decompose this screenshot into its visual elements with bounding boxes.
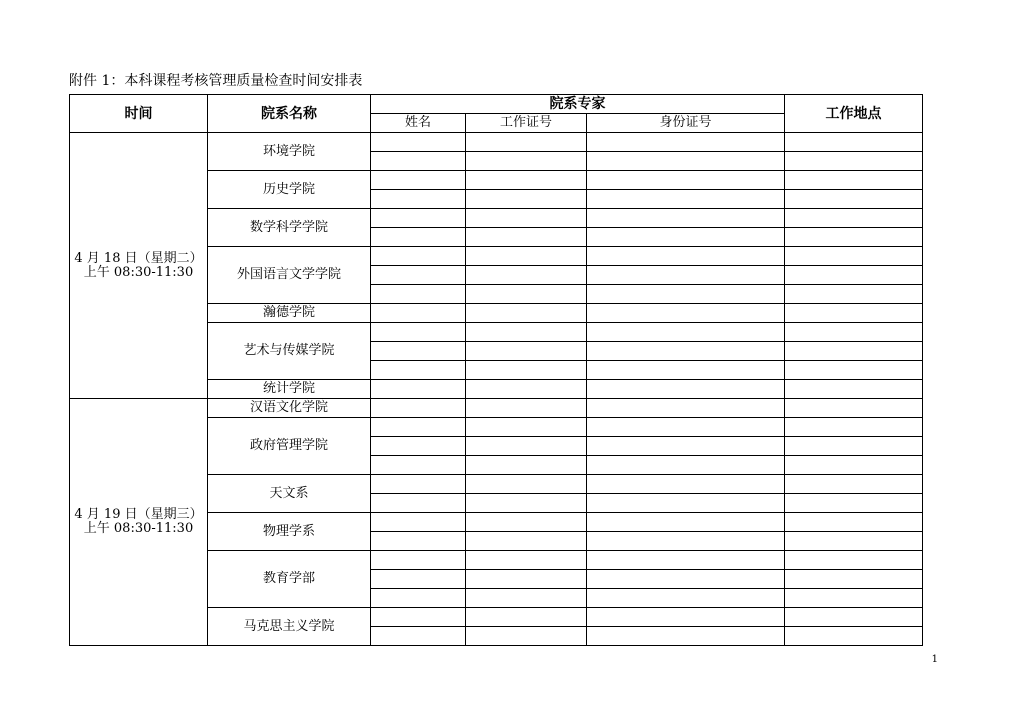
id-number-cell[interactable] <box>587 418 785 437</box>
location-cell[interactable] <box>785 380 923 399</box>
header-work-id: 工作证号 <box>466 114 587 133</box>
work-id-cell[interactable] <box>466 399 587 418</box>
department-name: 汉语文化学院 <box>208 399 371 418</box>
work-id-cell[interactable] <box>466 475 587 494</box>
work-id-cell[interactable] <box>466 513 587 532</box>
work-id-cell[interactable] <box>466 380 587 399</box>
department-name: 统计学院 <box>208 380 371 399</box>
location-cell[interactable] <box>785 608 923 627</box>
name-cell[interactable] <box>371 608 466 627</box>
work-id-cell[interactable] <box>466 152 587 171</box>
location-cell[interactable] <box>785 456 923 475</box>
location-cell[interactable] <box>785 589 923 608</box>
department-name: 艺术与传媒学院 <box>208 323 371 380</box>
name-cell[interactable] <box>371 266 466 285</box>
id-number-cell[interactable] <box>587 209 785 228</box>
work-id-cell[interactable] <box>466 285 587 304</box>
name-cell[interactable] <box>371 285 466 304</box>
work-id-cell[interactable] <box>466 323 587 342</box>
name-cell[interactable] <box>371 304 466 323</box>
session-date: 4 月 19 日（星期三） <box>74 507 203 522</box>
id-number-cell[interactable] <box>587 171 785 190</box>
id-number-cell[interactable] <box>587 247 785 266</box>
id-number-cell[interactable] <box>587 494 785 513</box>
name-cell[interactable] <box>371 228 466 247</box>
work-id-cell[interactable] <box>466 551 587 570</box>
id-number-cell[interactable] <box>587 304 785 323</box>
work-id-cell[interactable] <box>466 608 587 627</box>
location-cell[interactable] <box>785 133 923 152</box>
location-cell[interactable] <box>785 532 923 551</box>
department-name: 数学科学学院 <box>208 209 371 247</box>
table-row <box>70 399 923 418</box>
name-cell[interactable] <box>371 133 466 152</box>
department-name: 教育学部 <box>208 551 371 608</box>
id-number-cell[interactable] <box>587 380 785 399</box>
department-name: 马克思主义学院 <box>208 608 371 646</box>
location-cell[interactable] <box>785 285 923 304</box>
location-cell[interactable] <box>785 513 923 532</box>
location-cell[interactable] <box>785 437 923 456</box>
name-cell[interactable] <box>371 247 466 266</box>
work-id-cell[interactable] <box>466 532 587 551</box>
location-cell[interactable] <box>785 627 923 646</box>
header-department: 院系名称 <box>208 95 371 133</box>
id-number-cell[interactable] <box>587 342 785 361</box>
name-cell[interactable] <box>371 513 466 532</box>
id-number-cell[interactable] <box>587 456 785 475</box>
work-id-cell[interactable] <box>466 209 587 228</box>
id-number-cell[interactable] <box>587 285 785 304</box>
name-cell[interactable] <box>371 171 466 190</box>
id-number-cell[interactable] <box>587 532 785 551</box>
id-number-cell[interactable] <box>587 228 785 247</box>
id-number-cell[interactable] <box>587 608 785 627</box>
name-cell[interactable] <box>371 456 466 475</box>
work-id-cell[interactable] <box>466 456 587 475</box>
work-id-cell[interactable] <box>466 342 587 361</box>
department-name: 天文系 <box>208 475 371 513</box>
schedule-table <box>69 94 923 646</box>
work-id-cell[interactable] <box>466 570 587 589</box>
location-cell[interactable] <box>785 266 923 285</box>
location-cell[interactable] <box>785 399 923 418</box>
id-number-cell[interactable] <box>587 475 785 494</box>
location-cell[interactable] <box>785 190 923 209</box>
header-id-number: 身份证号 <box>587 114 785 133</box>
id-number-cell[interactable] <box>587 589 785 608</box>
header-location: 工作地点 <box>785 95 923 133</box>
name-cell[interactable] <box>371 418 466 437</box>
schedule-body <box>70 133 923 646</box>
id-number-cell[interactable] <box>587 399 785 418</box>
name-cell[interactable] <box>371 399 466 418</box>
location-cell[interactable] <box>785 494 923 513</box>
page-number: 1 <box>931 654 938 665</box>
id-number-cell[interactable] <box>587 190 785 209</box>
name-cell[interactable] <box>371 627 466 646</box>
id-number-cell[interactable] <box>587 133 785 152</box>
session-time-cell <box>70 133 208 399</box>
session-date: 4 月 18 日（星期二） <box>74 250 203 266</box>
location-cell[interactable] <box>785 247 923 266</box>
location-cell[interactable] <box>785 570 923 589</box>
name-cell[interactable] <box>371 551 466 570</box>
id-number-cell[interactable] <box>587 627 785 646</box>
work-id-cell[interactable] <box>466 304 587 323</box>
work-id-cell[interactable] <box>466 494 587 513</box>
id-number-cell[interactable] <box>587 551 785 570</box>
work-id-cell[interactable] <box>466 228 587 247</box>
id-number-cell[interactable] <box>587 361 785 380</box>
work-id-cell[interactable] <box>466 627 587 646</box>
name-cell[interactable] <box>371 380 466 399</box>
name-cell[interactable] <box>371 494 466 513</box>
id-number-cell[interactable] <box>587 266 785 285</box>
id-number-cell[interactable] <box>587 513 785 532</box>
work-id-cell[interactable] <box>466 247 587 266</box>
location-cell[interactable] <box>785 304 923 323</box>
work-id-cell[interactable] <box>466 418 587 437</box>
name-cell[interactable] <box>371 323 466 342</box>
name-cell[interactable] <box>371 589 466 608</box>
location-cell[interactable] <box>785 209 923 228</box>
work-id-cell[interactable] <box>466 266 587 285</box>
id-number-cell[interactable] <box>587 437 785 456</box>
name-cell[interactable] <box>371 361 466 380</box>
location-cell[interactable] <box>785 228 923 247</box>
header-time: 时间 <box>70 95 208 133</box>
location-cell[interactable] <box>785 551 923 570</box>
name-cell[interactable] <box>371 532 466 551</box>
work-id-cell[interactable] <box>466 437 587 456</box>
name-cell[interactable] <box>371 190 466 209</box>
work-id-cell[interactable] <box>466 361 587 380</box>
location-cell[interactable] <box>785 152 923 171</box>
name-cell[interactable] <box>371 209 466 228</box>
id-number-cell[interactable] <box>587 570 785 589</box>
location-cell[interactable] <box>785 475 923 494</box>
department-name: 历史学院 <box>208 171 371 209</box>
id-number-cell[interactable] <box>587 323 785 342</box>
name-cell[interactable] <box>371 437 466 456</box>
table-row <box>70 133 923 152</box>
name-cell[interactable] <box>371 342 466 361</box>
work-id-cell[interactable] <box>466 133 587 152</box>
department-name: 政府管理学院 <box>208 418 371 475</box>
document-title: 附件 1：本科课程考核管理质量检查时间安排表 <box>69 73 363 89</box>
session-time: 上午 08:30-11:30 <box>83 521 194 536</box>
location-cell[interactable] <box>785 361 923 380</box>
id-number-cell[interactable] <box>587 152 785 171</box>
session-time-cell <box>70 399 208 646</box>
name-cell[interactable] <box>371 152 466 171</box>
department-name: 瀚德学院 <box>208 304 371 323</box>
work-id-cell[interactable] <box>466 589 587 608</box>
department-name: 外国语言文学学院 <box>208 247 371 304</box>
header-name: 姓名 <box>371 114 466 133</box>
location-cell[interactable] <box>785 342 923 361</box>
header-experts: 院系专家 <box>371 95 785 114</box>
name-cell[interactable] <box>371 570 466 589</box>
work-id-cell[interactable] <box>466 190 587 209</box>
name-cell[interactable] <box>371 475 466 494</box>
location-cell[interactable] <box>785 171 923 190</box>
department-name: 环境学院 <box>208 133 371 171</box>
work-id-cell[interactable] <box>466 171 587 190</box>
department-name: 物理学系 <box>208 513 371 551</box>
location-cell[interactable] <box>785 418 923 437</box>
session-time: 上午 08:30-11:30 <box>83 264 194 280</box>
location-cell[interactable] <box>785 323 923 342</box>
